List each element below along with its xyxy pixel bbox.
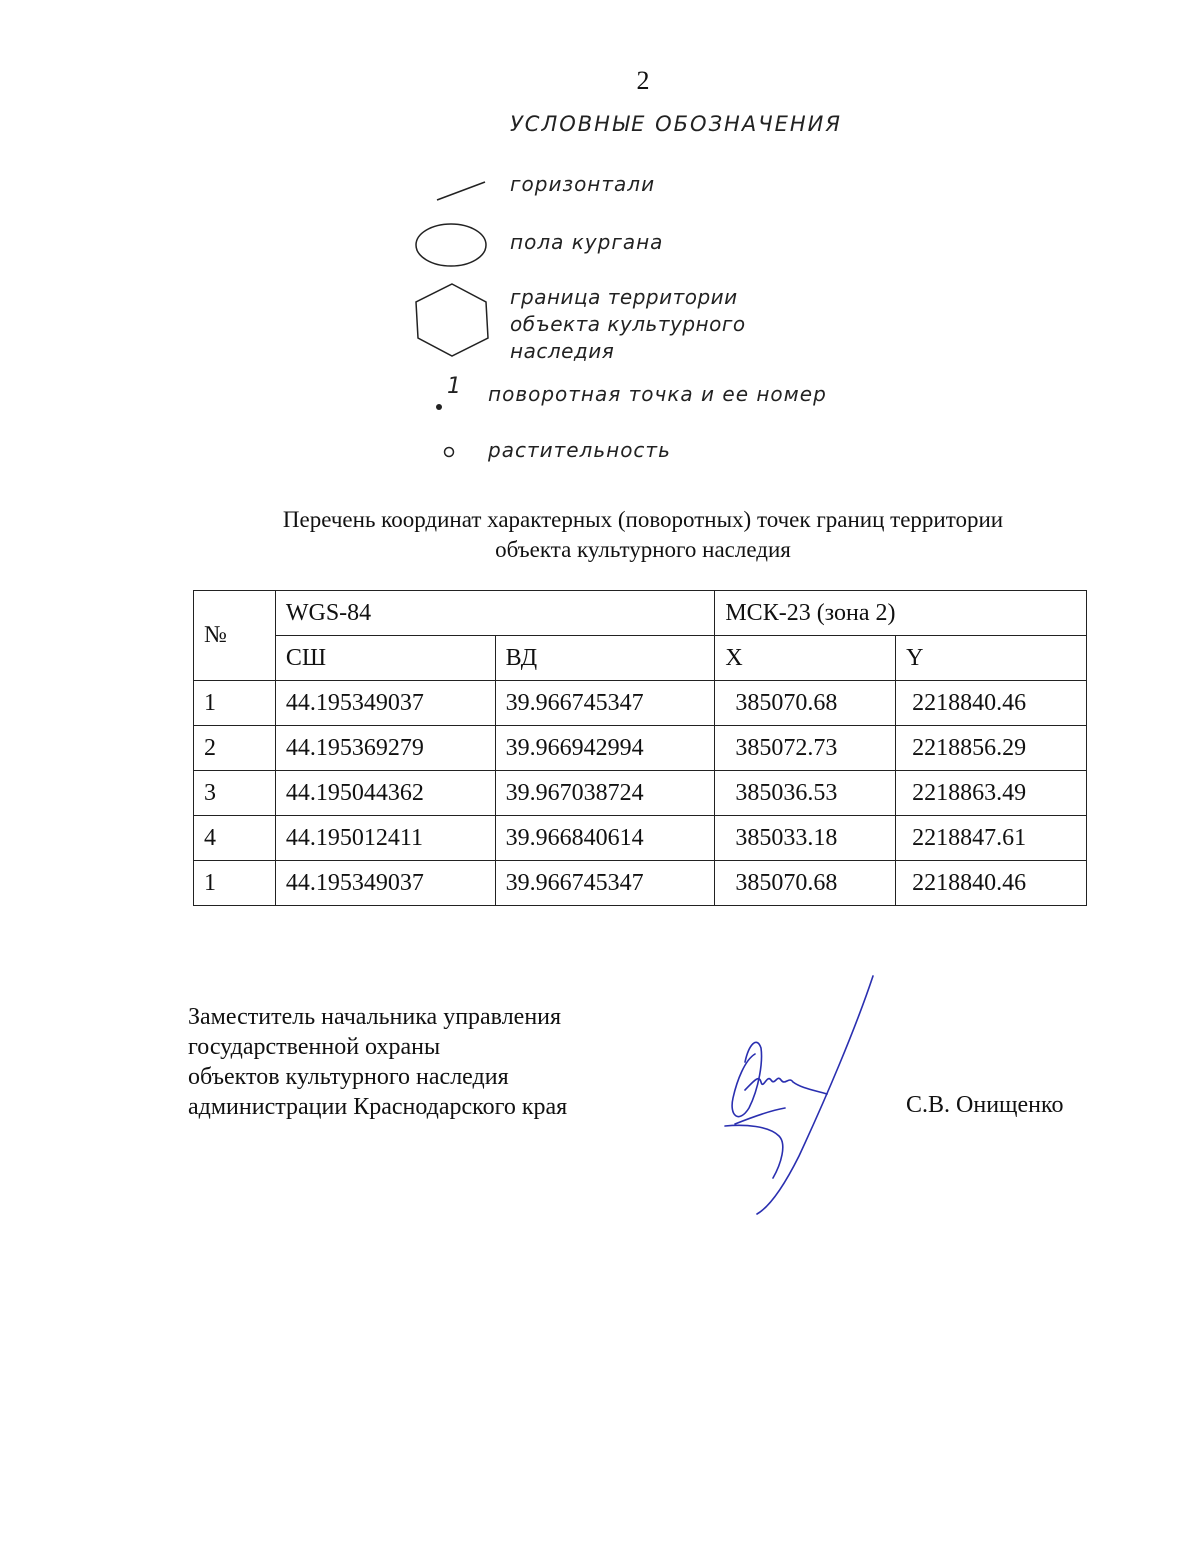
point-number-cell: 4 (194, 816, 276, 861)
point-number-cell: 3 (194, 771, 276, 816)
lat-cell: 44.195369279 (275, 726, 495, 771)
table-caption (0, 505, 1200, 565)
point-number-cell: 1 (194, 681, 276, 726)
point-number-cell: 2 (194, 726, 276, 771)
turning-point-icon (432, 398, 446, 412)
table-row (194, 771, 1087, 816)
lon-cell: 39.966745347 (495, 681, 715, 726)
x-cell: 385070.68 (715, 861, 896, 906)
wgs-header: WGS-84 (275, 591, 715, 636)
caption-line: объекта культурного наследия (495, 537, 791, 562)
legend-item-line: граница территории (510, 285, 738, 309)
lat-cell: 44.195012411 (275, 816, 495, 861)
turning-point-number: 1 (447, 374, 462, 399)
handwritten-signature (715, 970, 885, 1220)
circle-icon (441, 444, 457, 460)
point-number-cell: 1 (194, 861, 276, 906)
y-cell: 2218863.49 (896, 771, 1087, 816)
signer-name: С.В. Онищенко (906, 1092, 1064, 1118)
x-cell: 385033.18 (715, 816, 896, 861)
legend-item-label (510, 284, 746, 365)
legend-item-label: пола кургана (510, 230, 664, 254)
lat-cell: 44.195349037 (275, 681, 495, 726)
x-cell: 385070.68 (715, 681, 896, 726)
y-cell: 2218847.61 (896, 816, 1087, 861)
table-header-row (194, 591, 1087, 636)
y-cell: 2218856.29 (896, 726, 1087, 771)
legend-title: УСЛОВНЫЕ ОБОЗНАЧЕНИЯ (510, 112, 842, 136)
lon-cell: 39.966840614 (495, 816, 715, 861)
signer-position (188, 1002, 567, 1122)
table-row (194, 816, 1087, 861)
legend-item-label: поворотная точка и ее номер (488, 382, 827, 406)
lat-cell: 44.195349037 (275, 861, 495, 906)
lat-header: СШ (275, 636, 495, 681)
table-row (194, 726, 1087, 771)
contour-line-icon (435, 178, 491, 204)
y-header: Y (896, 636, 1087, 681)
position-line: Заместитель начальника управления (188, 1004, 562, 1030)
lat-cell: 44.195044362 (275, 771, 495, 816)
position-line: администрации Краснодарского края (188, 1094, 568, 1120)
y-cell: 2218840.46 (896, 861, 1087, 906)
legend-item-line: объекта культурного (510, 312, 746, 336)
y-cell: 2218840.46 (896, 681, 1087, 726)
msk-header: МСК-23 (зона 2) (715, 591, 1087, 636)
lon-cell: 39.966942994 (495, 726, 715, 771)
lon-cell: 39.967038724 (495, 771, 715, 816)
legend-item-label: горизонтали (510, 172, 656, 196)
position-line: государственной охраны (188, 1034, 441, 1060)
table-row (194, 861, 1087, 906)
x-cell: 385036.53 (715, 771, 896, 816)
legend-item-label: растительность (488, 438, 671, 462)
table-row (194, 681, 1087, 726)
x-header: X (715, 636, 896, 681)
page-number: 2 (636, 66, 650, 95)
lon-header: ВД (495, 636, 715, 681)
legend-item-line: наследия (510, 339, 615, 363)
table-subheader-row (194, 636, 1087, 681)
caption-line: Перечень координат характерных (поворотных) точек границ территории (282, 507, 1004, 532)
lon-cell: 39.966745347 (495, 861, 715, 906)
coordinates-table (193, 590, 1087, 906)
number-header: № (194, 591, 276, 681)
ellipse-icon (414, 222, 490, 270)
signature-strokes (725, 976, 873, 1214)
hexagon-icon (412, 280, 494, 360)
x-cell: 385072.73 (715, 726, 896, 771)
position-line: объектов культурного наследия (188, 1064, 509, 1090)
